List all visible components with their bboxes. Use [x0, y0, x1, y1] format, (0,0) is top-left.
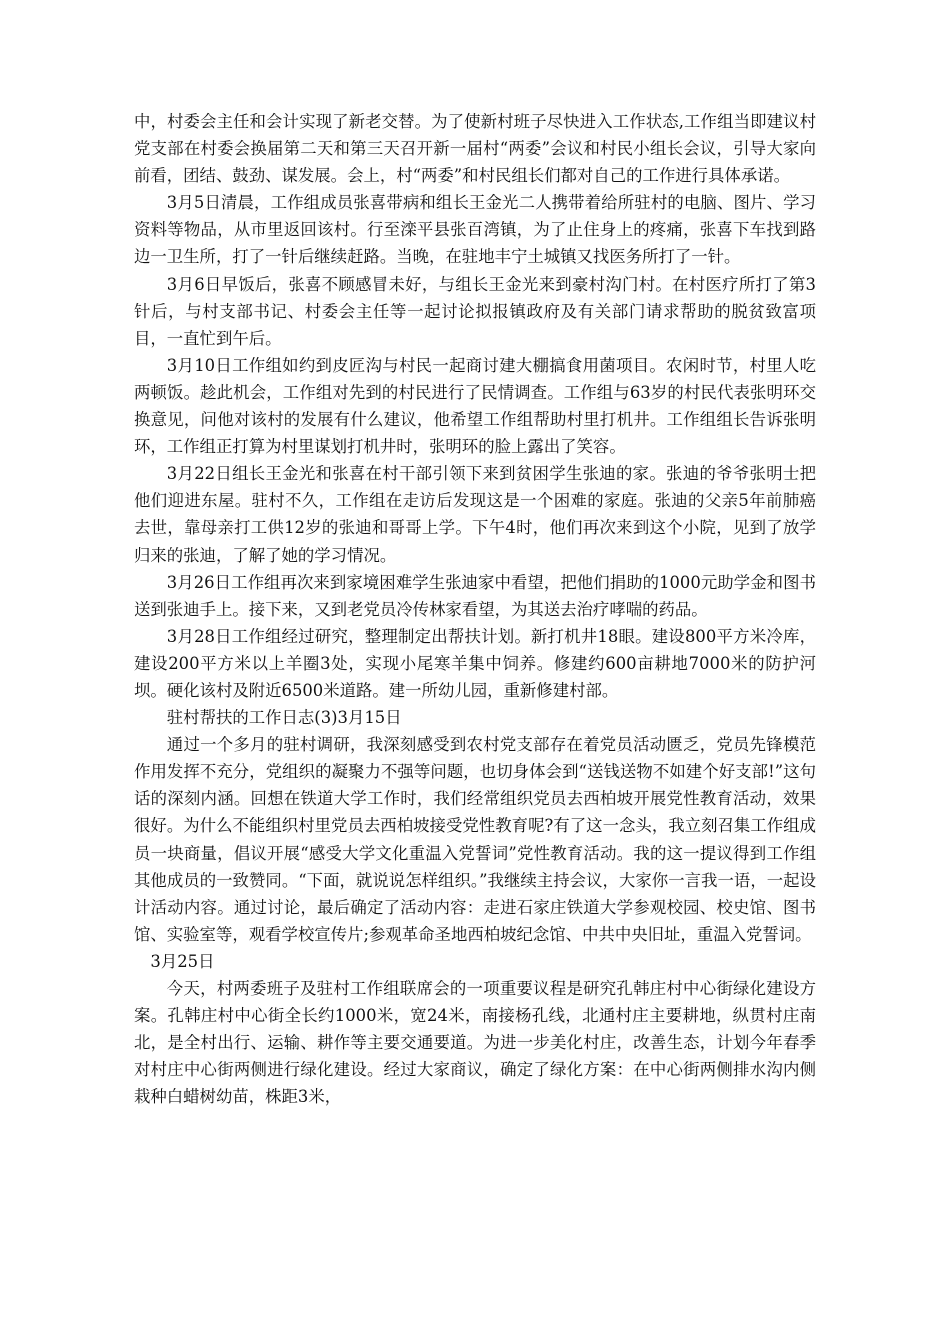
- paragraph-9: 今天，村两委班子及驻村工作组联席会的一项重要议程是研究孔韩庄村中心街绿化建设方案。孔韩庄村中心街全长约1000米，宽24米，南接杨孔线，北通村庄主要耕地，纵贯村庄南北，是全村出行、运输、耕作等主要交通要道。为进一步美化村庄，改善生态，计划今年春季对村庄中心街两侧进行绿化建设。经过大家商议，确定了绿化方案：在中心街两侧排水沟内侧栽种白蜡树幼苗，株距3米，: [134, 979, 816, 1107]
- paragraph-7: 3月28日工作组经过研究，整理制定出帮扶计划。新打机井18眼。建设800平方米冷库，建设200平方米以上羊圈3处，实现小尾寒羊集中饲养。修建约600亩耕地7000米的防护河坝。硬化该村及附近6500米道路。建一所幼儿园，重新修建村部。: [134, 626, 816, 700]
- paragraph-4: 3月10日工作组如约到皮匠沟与村民一起商讨建大棚搞食用菌项目。农闲时节，村里人吃两顿饭。趁此机会，工作组对先到的村民进行了民情调查。工作组与63岁的村民代表张明环交换意见，问他对该村的发展有什么建议，他希望工作组帮助村里打机井。工作组组长告诉张明环，工作组正打算为村里谋划打机井时，张明环的脸上露出了笑容。: [134, 355, 816, 457]
- section-heading: 驻村帮扶的工作日志(3)3月15日: [166, 708, 402, 728]
- paragraph-8: 通过一个多月的驻村调研，我深刻感受到农村党支部存在着党员活动匮乏，党员先锋模范作用发挥不充分，党组织的凝聚力不强等问题，也切身体会到“送钱送物不如建个好支部!”这句话的深刻内涵。回想在铁道大学工作时，我们经常组织党员去西柏坡开展党性教育活动，效果很好。为什么不能组织村里党员去西柏坡接受党性教育呢?有了这一念头，我立刻召集工作组成员一块商量，倡议开展“感受大学文化重温入党誓词”党性教育活动。我的这一提议得到工作组其他成员的一致赞同。“下面，就说说怎样组织。”我继续主持会议，大家你一言我一语，一起设计活动内容。通过讨论，最后确定了活动内容：走进石家庄铁道大学参观校园、校史馆、图书馆、实验室等，观看学校宣传片;参观革命圣地西柏坡纪念馆、中共中央旧址，重温入党誓词。: [134, 735, 816, 944]
- date-line: 3月25日: [150, 951, 215, 971]
- paragraph-5: 3月22日组长王金光和张喜在村干部引领下来到贫困学生张迪的家。张迪的爷爷张明士把他们迎进东屋。驻村不久，工作组在走访后发现这是一个困难的家庭。张迪的父亲5年前肺癌去世，靠母亲打工供12岁的张迪和哥哥上学。下午4时，他们再次来到这个小院，见到了放学归来的张迪，了解了她的学习情况。: [134, 464, 816, 565]
- paragraph-3: 3月6日早饭后，张喜不顾感冒未好，与组长王金光来到豪村沟门村。在村医疗所打了第3针后，与村支部书记、村委会主任等一起讨论拟报镇政府及有关部门请求帮助的脱贫致富项目，一直忙到午后。: [134, 274, 816, 348]
- paragraph-2: 3月5日清晨，工作组成员张喜带病和组长王金光二人携带着给所驻村的电脑、图片、学习资料等物品，从市里返回该村。行至滦平县张百湾镇，为了止住身上的疼痛，张喜下车找到路边一卫生所，打了一针后继续赶路。当晚，在驻地丰宁土城镇又找医务所打了一针。: [134, 193, 816, 267]
- paragraph-6: 3月26日工作组再次来到家境困难学生张迪家中看望，把他们捐助的1000元助学金和图书送到张迪手上。接下来，又到老党员冷传林家看望，为其送去治疗哮喘的药品。: [134, 572, 816, 619]
- paragraph-1: 中，村委会主任和会计实现了新老交替。为了使新村班子尽快进入工作状态,工作组当即建议村党支部在村委会换届第二天和第三天召开新一届村“两委”会议和村民小组长会议，引导大家向前看，团结、鼓劲、谋发展。会上，村“两委”和村民组长们都对自己的工作进行具体承诺。: [134, 112, 816, 186]
